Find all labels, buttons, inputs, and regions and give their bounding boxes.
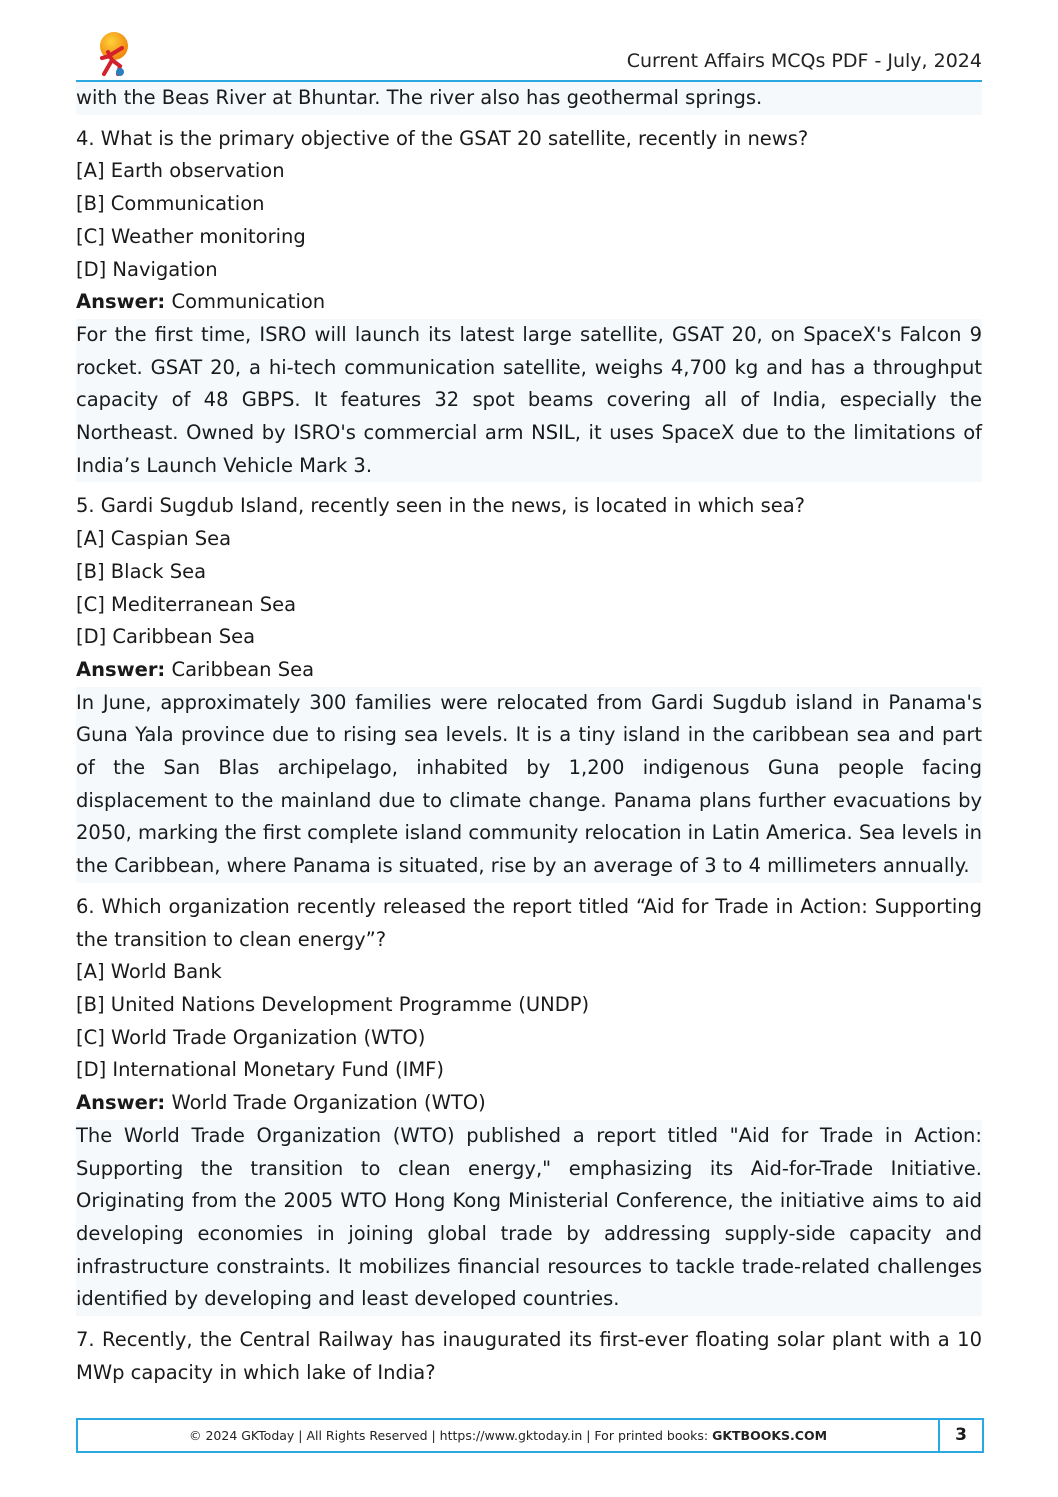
explanation: For the first time, ISRO will launch its latest large satellite, GSAT 20, on SpaceX's Falcon 9 rocket. GSAT 20, a hi-tech communication satellite, weighs 4,700 kg and has a throughput capacity of 48 GBPS. It features 32 spot beams covering all of India, especially the Northeast. Owned by ISRO's commercial arm NSIL, it uses SpaceX due to the limitations of India’s Launch Vehicle Mark 3.	[76, 319, 982, 483]
footer-brand-link[interactable]: GKTBOOKS.COM	[712, 1428, 828, 1443]
answer	[76, 1087, 982, 1120]
answer	[76, 654, 982, 687]
option: [B] Communication	[76, 192, 265, 216]
option: [A] World Bank	[76, 960, 222, 984]
question-text: 7. Recently, the Central Railway has inaugurated its first-ever floating solar plant with a 10 MWp capacity in which lake of India?	[76, 1328, 982, 1384]
gktoday-logo	[94, 30, 134, 78]
option: [B] United Nations Development Programme (UNDP)	[76, 992, 590, 1016]
option: [D] Caribbean Sea	[76, 625, 256, 649]
question-text: 6. Which organization recently released the report titled “Aid for Trade in Action: Supporting the transition to clean energy”?	[76, 894, 982, 951]
question-text: 4. What is the primary objective of the GSAT 20 satellite, recently in news?	[76, 126, 809, 150]
explanation: In June, approximately 300 families were relocated from Gardi Sugdub island in Panama's Guna Yala province due to rising sea levels. It is a tiny island in the caribbean sea and part of the San Blas archipelago, inhabited by 1,200 indigenous Guna people facing displacement to the mainland due to climate change. Panama plans further evacuations by 2050, marking the first complete island community relocation in Latin America. Sea levels in the Caribbean, where Panama is situated, rise by an average of 3 to 4 millimeters annually.	[76, 687, 982, 883]
option: [A] Earth observation	[76, 159, 285, 183]
explanation: The World Trade Organization (WTO) published a report titled "Aid for Trade in Action: Supporting the transition to clean energy," emphasizing its Aid-for-Trade Initiative. Originating from the 2005 WTO Hong Kong Ministerial Conference, the initiative aims to aid developing economies in joining global trade by addressing supply-side capacity and infrastructure constraints. It mobilizes financial resources to tackle trade-related challenges identified by developing and least developed countries.	[76, 1120, 982, 1316]
option: [D] Navigation	[76, 257, 218, 281]
footer-copyright: © 2024 GKToday | All Rights Reserved | https://www.gktoday.in | For printed books:	[188, 1428, 713, 1443]
option: [C] Mediterranean Sea	[76, 592, 297, 616]
continuation-text: with the Beas River at Bhuntar. The river also has geothermal springs.	[76, 82, 982, 115]
header-title: Current Affairs MCQs PDF - July, 2024	[626, 50, 982, 72]
option: [D] International Monetary Fund (IMF)	[76, 1058, 444, 1082]
question-block	[76, 891, 982, 1316]
document-body	[76, 82, 982, 1389]
answer-value: Caribbean Sea	[171, 657, 315, 681]
option: [B] Black Sea	[76, 559, 207, 583]
option: [C] World Trade Organization (WTO)	[76, 1025, 426, 1049]
question-block	[76, 1324, 982, 1389]
option: [A] Caspian Sea	[76, 527, 232, 551]
answer	[76, 286, 982, 319]
question-text: 5. Gardi Sugdub Island, recently seen in the news, is located in which sea?	[76, 494, 806, 518]
answer-value: World Trade Organization (WTO)	[171, 1091, 486, 1115]
answer-label: Answer:	[76, 657, 166, 681]
option: [C] Weather monitoring	[76, 224, 306, 248]
answer-value: Communication	[171, 290, 326, 314]
question-block	[76, 123, 982, 483]
page-footer	[76, 1418, 984, 1453]
page-header	[76, 28, 982, 84]
answer-label: Answer:	[76, 290, 166, 314]
answer-label: Answer:	[76, 1091, 166, 1115]
question-block	[76, 490, 982, 882]
footer-text	[78, 1420, 938, 1451]
page-number: 3	[938, 1420, 982, 1451]
